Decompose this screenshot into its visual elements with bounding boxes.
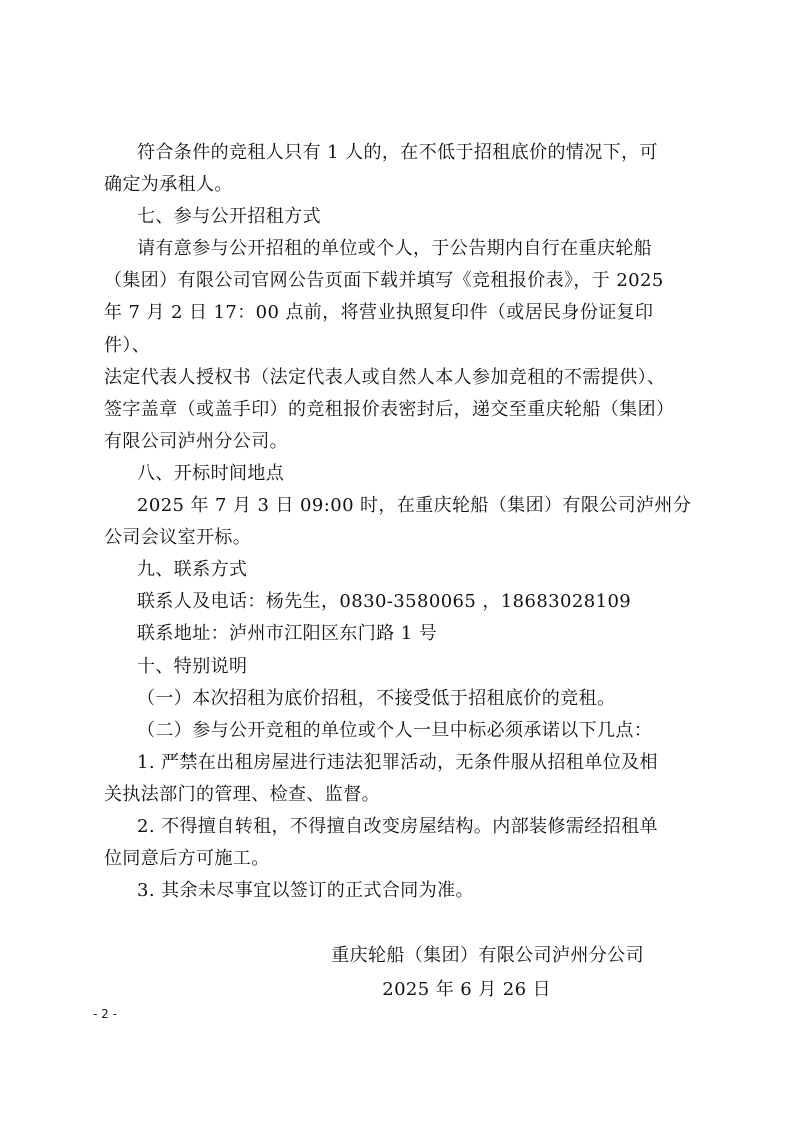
paragraph-participation-method: 请有意参与公开招租的单位或个人，于公告期内自行在重庆轮船 （集团）有限公司官网公告页面下载并填写《竞租报价表》，于 2025 年 7 月 2 日 17：00 点前，将营业执照复印件（或居民身份证复印件）、 法定代表人授权书（法定代表人或自然人本人参加竞租的不需提供）、 签字盖章（或盖手印）的竞租报价表密封后，递交至重庆轮船（集团） 有限公司泸州分公司。 bbox=[104, 238, 675, 452]
commitment-item-3: 3. 其余未尽事宜以签订的正式合同为准。 bbox=[137, 880, 474, 902]
section-heading-9: 九、联系方式 bbox=[137, 559, 248, 581]
signature-block bbox=[104, 939, 644, 1007]
commitment-item-2: 2. 不得擅自转租，不得擅自改变房屋结构。内部装修需经招租单 位同意后方可施工。 bbox=[104, 815, 658, 870]
paragraph-bid-opening: 2025 年 7 月 3 日 09:00 时，在重庆轮船（集团）有限公司泸州分 公司会议室开标。 bbox=[104, 495, 692, 549]
contact-person-phone: 联系人及电话：杨先生，0830-3580065 ，18683028109 bbox=[137, 591, 632, 613]
contact-address: 联系地址：泸州市江阳区东门路 1 号 bbox=[137, 623, 438, 645]
section-heading-10: 十、特别说明 bbox=[137, 655, 248, 677]
paragraph-sole-bidder: 符合条件的竞租人只有 1 人的，在不低于招租底价的情况下，可 确定为承租人。 bbox=[104, 142, 658, 196]
commitment-item-1: 1. 严禁在出租房屋进行违法犯罪活动，无条件服从招租单位及相 关执法部门的管理、检查、监督。 bbox=[104, 751, 658, 805]
section-heading-7: 七、参与公开招租方式 bbox=[137, 206, 321, 228]
document-body bbox=[104, 137, 694, 907]
signature-organization: 重庆轮船（集团）有限公司泸州分公司 bbox=[331, 945, 644, 966]
page-number: - 2 - bbox=[93, 1007, 117, 1021]
special-note-2: （二）参与公开竞租的单位或个人一旦中标必须承诺以下几点： bbox=[137, 719, 653, 741]
section-heading-8: 八、开标时间地点 bbox=[137, 462, 285, 484]
special-note-1: （一）本次招租为底价招租，不接受低于招租底价的竞租。 bbox=[137, 687, 616, 709]
signature-date: 2025 年 6 月 26 日 bbox=[382, 979, 551, 1000]
